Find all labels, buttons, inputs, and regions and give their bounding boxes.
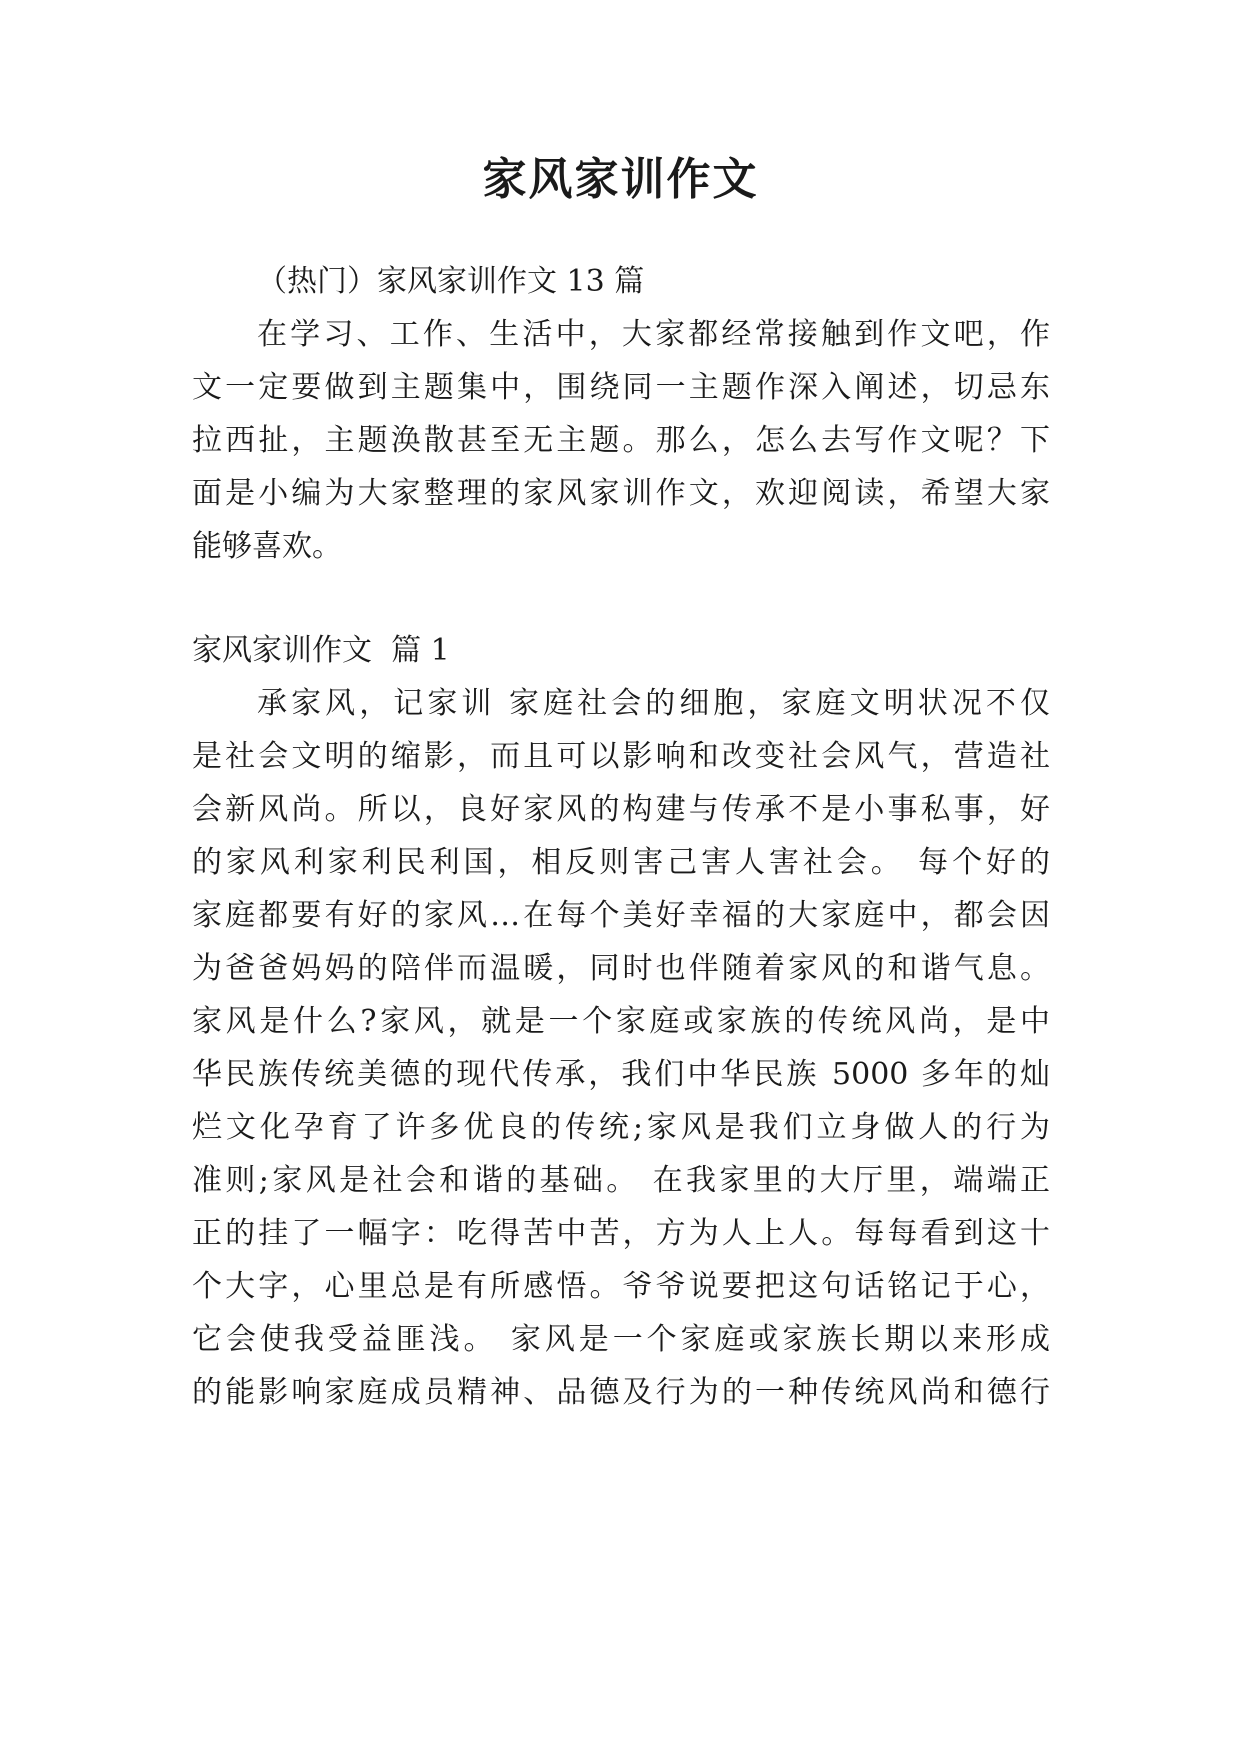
body-line: 的家风利家利民利国，相反则害己害人害社会。 每个好的	[192, 845, 1050, 880]
intro-line: 文一定要做到主题集中，围绕同一主题作深入阐述，切忌东	[192, 370, 1050, 405]
intro-line: 能够喜欢。	[192, 529, 342, 564]
body-line: 的能影响家庭成员精神、品德及行为的一种传统风尚和德行	[192, 1375, 1050, 1410]
body-line: 家风是什么?家风，就是一个家庭或家族的传统风尚，是中	[192, 1004, 1050, 1039]
body-line: 个大字，心里总是有所感悟。爷爷说要把这句话铭记于心，	[192, 1269, 1050, 1304]
body-line: 家庭都要有好的家风…在每个美好幸福的大家庭中，都会因	[192, 898, 1050, 933]
intro-line: 拉西扯，主题涣散甚至无主题。那么，怎么去写作文呢？下	[192, 423, 1050, 458]
section-heading: 家风家训作文 篇 1	[192, 633, 450, 668]
body-line: 为爸爸妈妈的陪伴而温暖，同时也伴随着家风的和谐气息。	[192, 951, 1050, 986]
intro-line: 在学习、工作、生活中，大家都经常接触到作文吧，作	[257, 317, 1050, 352]
body-line: 正的挂了一幅字：吃得苦中苦，方为人上人。每每看到这十	[192, 1216, 1050, 1251]
intro-line: 面是小编为大家整理的家风家训作文，欢迎阅读，希望大家	[192, 476, 1050, 511]
body-line: 承家风，记家训 家庭社会的细胞，家庭文明状况不仅	[257, 686, 1050, 721]
body-line: 会新风尚。所以，良好家风的构建与传承不是小事私事，好	[192, 792, 1050, 827]
body-line: 是社会文明的缩影，而且可以影响和改变社会风气，营造社	[192, 739, 1050, 774]
subtitle: （热门）家风家训作文 13 篇	[257, 264, 645, 299]
body-line: 它会使我受益匪浅。 家风是一个家庭或家族长期以来形成	[192, 1322, 1050, 1357]
body-line: 准则;家风是社会和谐的基础。 在我家里的大厅里，端端正	[192, 1163, 1050, 1198]
document-title: 家风家训作文	[482, 154, 759, 205]
body-line: 华民族传统美德的现代传承，我们中华民族 5000 多年的灿	[192, 1057, 1050, 1092]
body-line: 烂文化孕育了许多优良的传统;家风是我们立身做人的行为	[192, 1110, 1050, 1145]
